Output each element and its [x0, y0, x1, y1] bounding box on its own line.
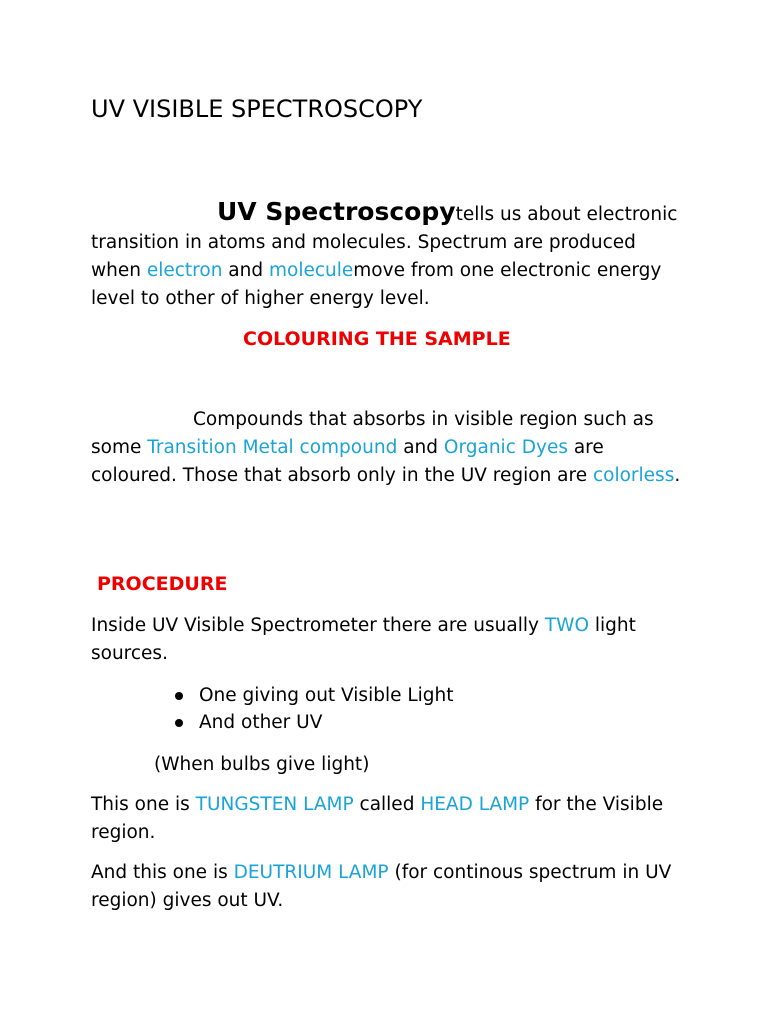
deutrium-paragraph: [91, 859, 691, 915]
list-item-text: And other UV: [199, 712, 323, 733]
bulb-note: (When bulbs give light): [154, 754, 370, 775]
procedure-text-1: Inside UV Visible Spectrometer there are usually: [91, 615, 545, 636]
keyword-tungsten-lamp: TUNGSTEN LAMP: [195, 794, 354, 815]
intro-text-2: and: [222, 260, 269, 281]
intro-lead: UV Spectroscopy: [217, 197, 456, 226]
bullet-icon: [175, 719, 183, 727]
list-item-text: One giving out Visible Light: [199, 685, 454, 706]
procedure-text-2: light sources.: [91, 615, 636, 664]
keyword-molecule: molecule: [269, 260, 354, 281]
intro-text-1: tells us about electronic transition in atoms and molecules. Spectrum are produced when: [91, 204, 678, 281]
bullet-icon: [175, 692, 183, 700]
deutrium-text-2: (for continous spectrum in UV region) gives out UV.: [91, 862, 672, 911]
procedure-heading: PROCEDURE: [97, 573, 228, 595]
intro-text-3: move from one electronic energy level to other of higher energy level.: [91, 260, 662, 309]
page-title: UV VISIBLE SPECTROSCOPY: [91, 95, 423, 123]
colouring-heading: COLOURING THE SAMPLE: [243, 328, 511, 350]
colouring-text-2: and: [397, 437, 444, 458]
colouring-text-1: Compounds that absorbs in visible region such as some: [91, 409, 654, 458]
colouring-text-3: are coloured. Those that absorb only in the UV region are: [91, 437, 604, 486]
colouring-text-4: .: [674, 465, 681, 486]
tungsten-text-2: called: [353, 794, 421, 815]
procedure-paragraph: [91, 612, 691, 668]
list-item: [91, 682, 454, 709]
deutrium-text-1: And this one is: [91, 862, 234, 883]
tungsten-text-1: This one is: [91, 794, 196, 815]
list-item: [91, 709, 454, 736]
keyword-colorless: colorless: [592, 465, 675, 486]
keyword-deutrium-lamp: DEUTRIUM LAMP: [233, 862, 389, 883]
keyword-head-lamp: HEAD LAMP: [420, 794, 530, 815]
keyword-electron: electron: [146, 260, 223, 281]
tungsten-text-3: for the Visible region.: [91, 794, 664, 843]
intro-paragraph: [91, 198, 691, 313]
light-source-list: [91, 682, 454, 736]
keyword-organic-dyes: Organic Dyes: [443, 437, 568, 458]
keyword-transition-metal: Transition Metal compound: [147, 437, 398, 458]
tungsten-paragraph: [91, 791, 691, 847]
keyword-two: TWO: [544, 615, 590, 636]
colouring-paragraph: [91, 406, 691, 490]
